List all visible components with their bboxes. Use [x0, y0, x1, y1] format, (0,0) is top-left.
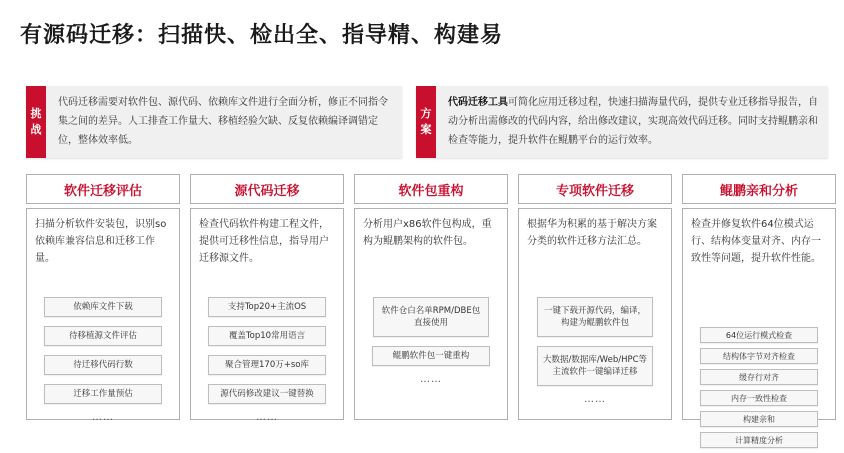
feature-item: 一键下载开源代码，编译，构建为鲲鹏软件包 — [537, 297, 653, 337]
column-desc: 分析用户x86软件包构成，重构为鲲鹏架构的软件包。 — [363, 219, 492, 247]
solution-highlight: 代码迁移工具 — [448, 97, 508, 108]
feature-item: 覆盖Top10常用语言 — [208, 326, 326, 346]
feature-item: 缓存行对齐 — [700, 369, 818, 385]
feature-item: 鲲鹏软件包一键重构 — [372, 346, 490, 366]
solution-body: 可简化应用迁移过程，快速扫描海量代码，提供专业迁移指导报告，自动分析出需修改的代码内容，给出修改建议，实现高效代码迁移。同时支持鲲鹏亲和检查等能力，提升软件在鲲鹏平台的运行效率。 — [448, 97, 818, 146]
solution-panel — [416, 86, 828, 158]
column-desc: 根据华为积累的基于解决方案分类的软件迁移方法汇总。 — [527, 219, 657, 247]
solution-text — [448, 93, 820, 150]
feature-item: 64位运行模式检查 — [700, 327, 818, 343]
feature-item: 结构体字节对齐检查 — [700, 348, 818, 364]
column-kunpeng-affinity — [682, 174, 836, 445]
column-title: 专项软件迁移 — [518, 174, 672, 204]
column-desc: 检查代码软件构建工程文件，提供可迁移性信息，指导用户迁移源文件。 — [199, 219, 329, 264]
challenge-tag: 挑战 — [26, 86, 46, 158]
column-title: 鲲鹏亲和分析 — [682, 174, 836, 204]
column-source-migration — [190, 174, 344, 423]
more-ellipsis: …… — [256, 412, 278, 423]
feature-item: 构建亲和 — [700, 411, 818, 427]
feature-item: 迁移工作量预估 — [44, 384, 162, 404]
more-ellipsis: …… — [584, 394, 606, 405]
column-special-migration — [518, 174, 672, 420]
column-body — [354, 208, 508, 420]
column-body — [518, 208, 672, 420]
more-ellipsis: …… — [92, 412, 114, 423]
column-body — [190, 208, 344, 423]
feature-item: 内存一致性检查 — [700, 390, 818, 406]
column-desc: 扫描分析软件安装包，识别so依赖库兼容信息和迁移工作量。 — [35, 219, 167, 264]
feature-item: 待移植源文件评估 — [44, 326, 162, 346]
challenge-panel — [26, 86, 402, 158]
feature-item: 计算精度分析 — [700, 432, 818, 448]
column-desc: 检查并修复软件64位模式运行、结构体变量对齐、内存一致性等问题，提升软件性能。 — [691, 219, 821, 264]
feature-item: 聚合管理170万+so库 — [208, 355, 326, 375]
column-title: 源代码迁移 — [190, 174, 344, 204]
column-title: 软件迁移评估 — [26, 174, 180, 204]
feature-item: 支持Top20+主流OS — [208, 297, 326, 317]
solution-tag: 方案 — [416, 86, 436, 158]
column-body — [26, 208, 180, 423]
page-title: 有源码迁移：扫描快、检出全、指导精、构建易 — [20, 23, 504, 48]
feature-item: 源代码修改建议一键替换 — [208, 384, 326, 404]
column-package-rebuild — [354, 174, 508, 420]
column-title: 软件包重构 — [354, 174, 508, 204]
column-migration-assessment — [26, 174, 180, 423]
feature-item: 软件仓白名单RPM/DBE包直接使用 — [373, 297, 489, 337]
column-body — [682, 208, 836, 445]
feature-item: 大数据/数据库/Web/HPC等主流软件一键编译迁移 — [537, 346, 653, 386]
feature-item: 待迁移代码行数 — [44, 355, 162, 375]
feature-item: 依赖库文件下载 — [44, 297, 162, 317]
challenge-text: 代码迁移需要对软件包、源代码、依赖库文件进行全面分析，修正不同指令集之间的差异。人工排查工作量大、移植经验欠缺、反复依赖编译调错定位，整体效率低。 — [58, 97, 388, 146]
more-ellipsis: …… — [420, 374, 442, 385]
